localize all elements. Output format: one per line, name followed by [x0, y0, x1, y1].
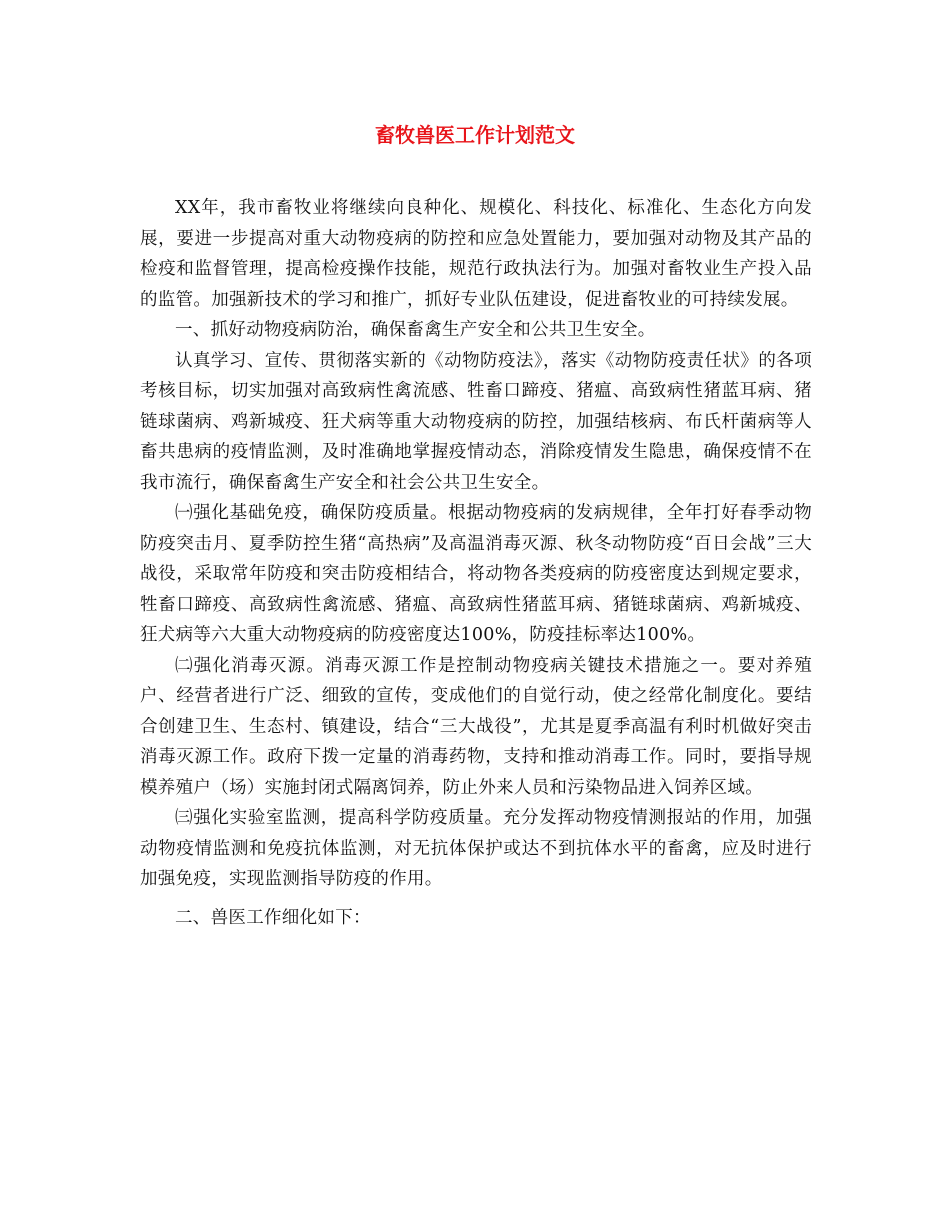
paragraph-section-2-heading: 二、兽医工作细化如下： — [175, 907, 371, 928]
paragraph-intro: XX年，我市畜牧业将继续向良种化、规模化、科技化、标准化、生态化方向发展，要进一步提高对重大动物疫病的防控和应急处置能力，要加强对动物及其产品的检疫和监督管理，提高检疫操作技能，规范行政执法行为。加强对畜牧业生产投入品的监管。加强新技术的学习和推广，抓好专业队伍建设，促进畜牧业的可持续发展。 — [140, 198, 812, 310]
paragraph-item-3: ㈢强化实验室监测，提高科学防疫质量。充分发挥动物疫情测报站的作用，加强动物疫情监测和免疫抗体监测，对无抗体保护或达不到抗体水平的畜禽，应及时进行加强免疫，实现监测指导防疫的作用。 — [140, 808, 812, 889]
paragraph-section-1-body: 认真学习、宣传、贯彻落实新的《动物防疫法》，落实《动物防疫责任状》的各项考核目标，切实加强对高致病性禽流感、牲畜口蹄疫、猪瘟、高致病性猪蓝耳病、猪链球菌病、鸡新城疫、狂犬病等重大动物疫病的防控，加强结核病、布氏杆菌病等人畜共患病的疫情监测，及时准确地掌握疫情动态，消除疫情发生隐患，确保疫情不在我市流行，确保畜禽生产安全和社会公共卫生安全。 — [140, 350, 812, 493]
document-title: 畜牧兽医工作计划范文 — [375, 123, 575, 147]
paragraph-item-1: ㈠强化基础免疫，确保防疫质量。根据动物疫病的发病规律，全年打好春季动物防疫突击月、夏季防控生猪“高热病”及高温消毒灭源、秋冬动物防疫“百日会战”三大战役，采取常年防疫和突击防疫相结合，将动物各类疫病的防疫密度达到规定要求，牲畜口蹄疫、高致病性禽流感、猪瘟、高致病性猪蓝耳病、猪链球菌病、鸡新城疫、狂犬病等六大重大动物疫病的防疫密度达100%，防疫挂标率达100%。 — [140, 503, 812, 645]
paragraph-section-1-heading: 一、抓好动物疫病防治，确保畜禽生产安全和公共卫生安全。 — [175, 320, 656, 340]
paragraph-item-2: ㈡强化消毒灭源。消毒灭源工作是控制动物疫病关键技术措施之一。要对养殖户、经营者进行广泛、细致的宣传，变成他们的自觉行动，使之经常化制度化。要结合创建卫生、生态村、镇建设，结合“三大战役”，尤其是夏季高温有利时机做好突击消毒灭源工作。政府下拨一定量的消毒药物，支持和推动消毒工作。同时，要指导规模养殖户（场）实施封闭式隔离饲养，防止外来人员和污染物品进入饲养区域。 — [140, 655, 812, 798]
document-body — [140, 193, 812, 933]
